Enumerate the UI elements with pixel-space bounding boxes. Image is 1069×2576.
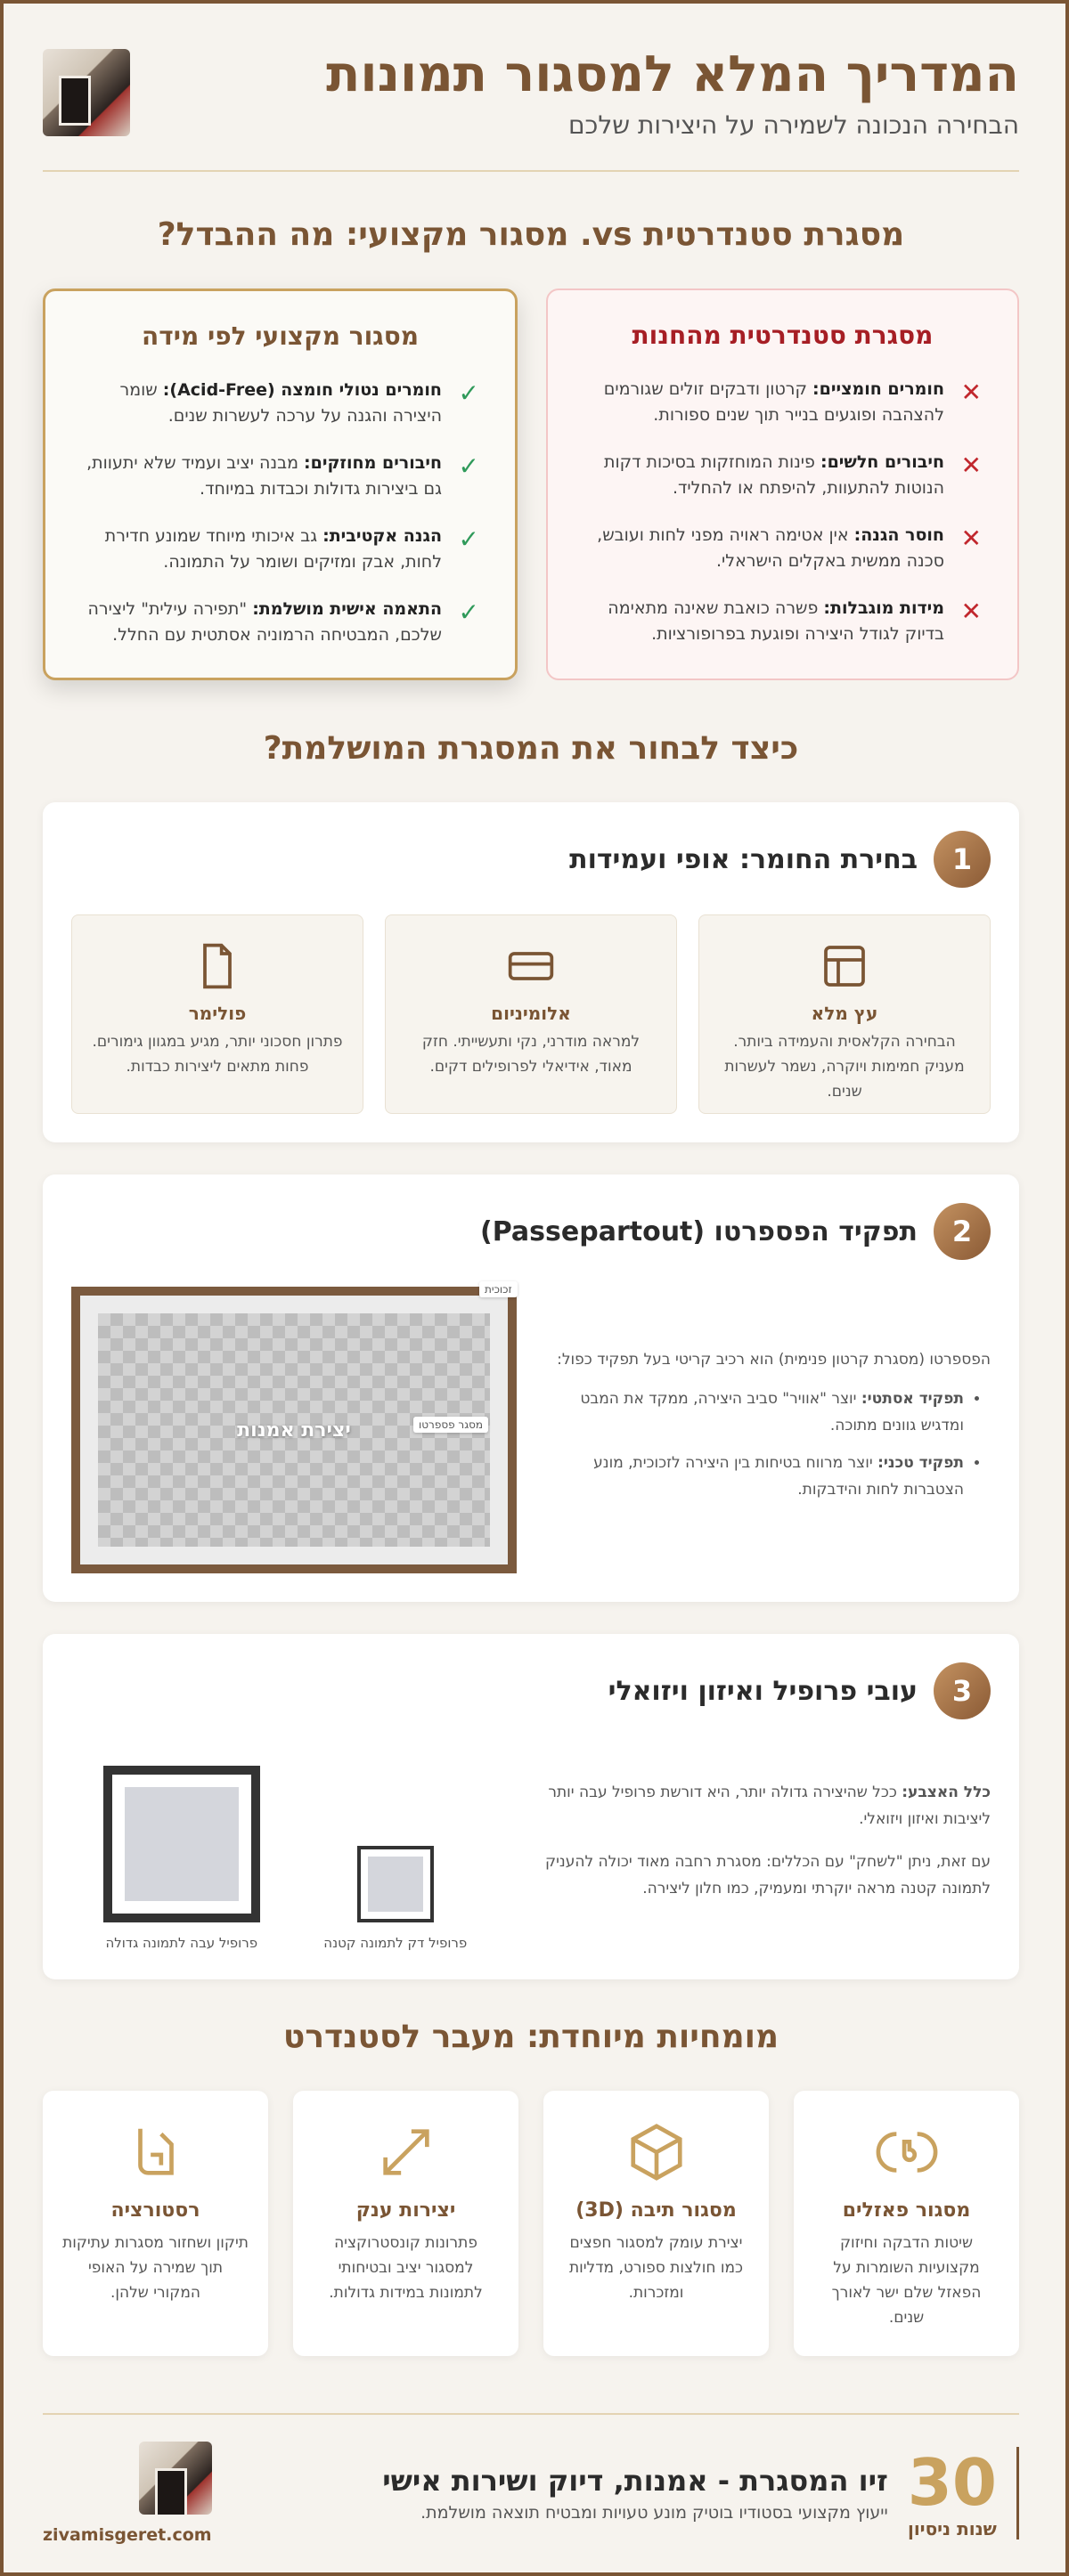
header (43, 4, 1019, 172)
puzzle-icon (813, 2114, 1000, 2190)
thick-profile-example (103, 1766, 260, 1951)
service-desc: פתרונות קונסטרוקציה למסגור יציב ובטיחותי לתמונות במידות גדולות. (329, 2234, 483, 2302)
standard-item-text: קרטון ודבקים זולים שגורמים להצהבה ופוגעים בנייר תוך שנים ספורות. (603, 379, 944, 425)
passepartout-text (552, 1346, 991, 1514)
standard-item-text: פינות המוחזקות בסיכות דקות הנוטות להתעוות, להיפתח או להחליד. (604, 452, 944, 498)
page-subtitle: הבחירה הנכונה לשמירה על היצירות שלכם (567, 110, 1019, 140)
service-name: מסגור תיבה (3D) (575, 2199, 737, 2222)
step-number-badge: 3 (934, 1662, 991, 1719)
passepartout-tag: מסגר פספרטו (413, 1417, 488, 1433)
service-desc: תיקון ושחזור מסגרות עתיקות תוך שמירה על האופי המקורי שלהן. (62, 2234, 249, 2302)
pro-item (81, 524, 479, 575)
thick-frame-shape (103, 1766, 260, 1922)
service-card-puzzle[interactable] (794, 2091, 1019, 2356)
standard-item-text: פשרה כואבת שאינה מתאימה בדיוק לגודל היצירה ופוגעת בפרופורציות. (608, 598, 944, 644)
profile-text (534, 1779, 991, 1918)
website-link[interactable]: zivamisgeret.com (43, 2525, 212, 2545)
service-card-restoration[interactable] (43, 2091, 268, 2356)
pro-item-bold: חומרים נטולי חומצה (Acid-Free): (162, 380, 442, 400)
expand-icon (313, 2114, 499, 2190)
service-name: יצירות ענק (355, 2199, 456, 2222)
footer-site (43, 2442, 212, 2545)
footer-tagline (382, 2464, 888, 2523)
artwork-label: יצירת אמנות (237, 1418, 351, 1442)
step-material-panel (43, 802, 1019, 1142)
rule-bold: כלל האצבע: (902, 1784, 991, 1801)
material-card-aluminium[interactable] (385, 914, 677, 1114)
service-desc: שיטות הדבקה וחיזוק מקצועיות השומרות על הפאזל שלם ישר לאורך שנים. (831, 2234, 982, 2327)
standard-item-bold: חיבורים חלשים: (820, 452, 944, 472)
material-desc: למראה מודרני, נקי ותעשייתי. חזק מאוד, אידיאלי לפרופילים דקים. (421, 1033, 641, 1076)
studio-photo-logo[interactable] (139, 2442, 212, 2515)
pro-card-title: מסגור מקצועי לפי מידה (142, 321, 419, 351)
footer (43, 2413, 1019, 2545)
standard-item (583, 377, 982, 428)
thin-profile-example (323, 1846, 467, 1951)
thick-profile-caption: פרופיל עבה לתמונה גדולה (105, 1935, 258, 1951)
x-icon: ✕ (960, 378, 982, 407)
service-card-box[interactable] (543, 2091, 769, 2356)
x-icon: ✕ (960, 451, 982, 480)
pro-item (81, 451, 479, 502)
materials-list (71, 914, 991, 1114)
file-icon (90, 935, 345, 997)
step-number-badge: 2 (934, 1203, 991, 1260)
material-desc: פתרון חסכוני יותר, מגיע במגוון גימורים. פחות מתאים ליצירות כבדות. (92, 1033, 343, 1076)
point-bold: תפקיד טכני: (877, 1454, 964, 1472)
standard-item-bold: מידות מוגבלות: (823, 598, 944, 618)
compare-section-title: מסגרת סטנדרטית vs. מסגור מקצועי: מה ההבדל? (157, 216, 905, 253)
step-title: בחירת החומר: אופי ועמידות (569, 843, 918, 875)
profile-content (71, 1746, 991, 1951)
x-icon: ✕ (960, 524, 982, 553)
pro-item (81, 378, 479, 429)
step-header (71, 1662, 991, 1719)
layout-icon (717, 935, 972, 997)
material-name: פולימר (188, 1003, 247, 1024)
years-label: שנות ניסיון (907, 2518, 997, 2539)
service-card-large[interactable] (293, 2091, 518, 2356)
point-text: יוצר מרווח בטיחות בין היצירה לזכוכית, מונע הצטברות לחות והידבקות. (593, 1454, 964, 1499)
thin-profile-caption: פרופיל דק לתמונה קטנה (323, 1935, 468, 1951)
years-number: 30 (907, 2445, 997, 2520)
step-profile-panel (43, 1634, 1019, 1979)
check-icon: ✓ (458, 451, 479, 481)
pro-item-text: "תפירה עילית" ליצירה שלכם, המבטיחה הרמוניה אסתטית עם החלל. (87, 599, 442, 645)
standard-card-title: מסגרת סטנדרטית מהחנות (632, 321, 934, 350)
material-card-wood[interactable] (698, 914, 991, 1114)
box-3d-icon (563, 2114, 749, 2190)
material-card-polymer[interactable] (71, 914, 363, 1114)
page-title: המדריך המלא למסגור תמונות (326, 45, 1019, 103)
studio-photo-logo[interactable] (43, 49, 130, 136)
service-desc: יצירת עומק למסגור חפצים כמו חולצות ספורט, מדליות ומזכרות. (568, 2234, 744, 2302)
material-name: עץ מלא (811, 1003, 878, 1024)
pro-item-text: גב איכותי מיוחד שמונע חדירת לחות, אבק ומזיקים ושומר על התמונה. (104, 526, 442, 572)
special-section-title: מומחיות מיוחדת: מעבר לסטנדרט (282, 2019, 779, 2055)
step-header (71, 1203, 991, 1260)
header-titles (326, 45, 1019, 140)
rule-text: ככל שהיצירה גדולה יותר, היא דורשת פרופיל עבה יותר ליציבות ואיזון ויזואלי. (548, 1784, 991, 1828)
standard-item (583, 596, 982, 647)
glass-tag: זכוכית (479, 1281, 518, 1297)
card-icon (404, 935, 658, 997)
pro-item-text: שומר היצירה והגנה על ערכה לעשרות שנים. (119, 380, 442, 426)
material-desc: הבחירה הקלאסית והעמידה ביותר. מעניק חמימות ויוקרה, נשמר לעשרות שנים. (724, 1033, 965, 1101)
pro-item-bold: חיבורים מחוזקים: (304, 453, 442, 473)
footer-headline: זיו המסגרת - אמנות, דיוק ושירות אישי (382, 2464, 888, 2498)
pro-item-bold: הגנה אקטיבית: (322, 526, 442, 546)
choose-section-title: כיצד לבחור את המסגרת המושלמת? (263, 730, 799, 767)
infographic-page (0, 4, 1065, 2545)
check-icon: ✓ (458, 524, 479, 554)
footer-subline: ייעוץ מקצועי בסטודיו בוטיק מונע טעויות ומבטיח תוצאה מושלמת. (420, 2503, 888, 2523)
special-services (43, 2091, 1019, 2356)
pro-item (81, 597, 479, 648)
material-name: אלומיניום (491, 1003, 571, 1024)
step-header (71, 831, 991, 888)
passepartout-content (71, 1283, 991, 1573)
years-experience (908, 2447, 1019, 2539)
step-title: תפקיד הפספרטו (Passepartout) (480, 1215, 918, 1247)
compare-cards (43, 288, 1019, 680)
standard-item-bold: חומרים חומציים: (812, 379, 944, 399)
step-title: עובי פרופיל ואיזון ויזואלי (608, 1675, 918, 1707)
standard-item-bold: חוסר הגנה: (853, 525, 944, 545)
passepartout-intro: הפספרטו (מסגרת קרטון פנימית) הוא רכיב קריטי בעל תפקיד כפול: (557, 1351, 991, 1369)
point-bold: תפקיד אסתטי: (861, 1390, 964, 1408)
frame-illustration (71, 1283, 517, 1573)
check-icon: ✓ (458, 597, 479, 627)
profile-note: עם זאת, ניתן "לשחק" עם הכללים: מסגרת רחבה מאוד יכולה להעניק לתמונה קטנה מראה יוקרתי ומעמיק, כמו חלון ליצירה. (545, 1853, 991, 1897)
passepartout-point (552, 1450, 964, 1503)
x-icon: ✕ (960, 597, 982, 626)
standard-item (583, 450, 982, 501)
pro-frame-card (43, 288, 518, 680)
pro-item-bold: התאמה אישית מושלמת: (252, 599, 442, 619)
standard-item-text: אין אטימה ראויה מפני לחות ועובש, סכנה ממשית באקלים הישראלי. (597, 525, 944, 571)
standard-frame-card (546, 288, 1019, 680)
standard-item (583, 523, 982, 574)
passepartout-point (552, 1386, 964, 1439)
profile-examples (71, 1746, 499, 1951)
footer-brand (382, 2447, 1019, 2539)
step-number-badge: 1 (934, 831, 991, 888)
thin-frame-shape (357, 1846, 434, 1922)
service-name: מסגור פאזלים (842, 2199, 971, 2222)
step-passepartout-panel (43, 1174, 1019, 1602)
pro-item-text: מבנה יציב ועמיד שלא יתעוות, גם ביצירות גדולות וכבדות במיוחד. (86, 453, 442, 499)
restore-icon (62, 2114, 249, 2190)
check-icon: ✓ (458, 378, 479, 408)
point-text: יוצר "אוויר" סביב היצירה, ממקד את המבט ומדגיש גוונים מתוכה. (580, 1390, 964, 1434)
service-name: רסטורציה (110, 2199, 200, 2222)
